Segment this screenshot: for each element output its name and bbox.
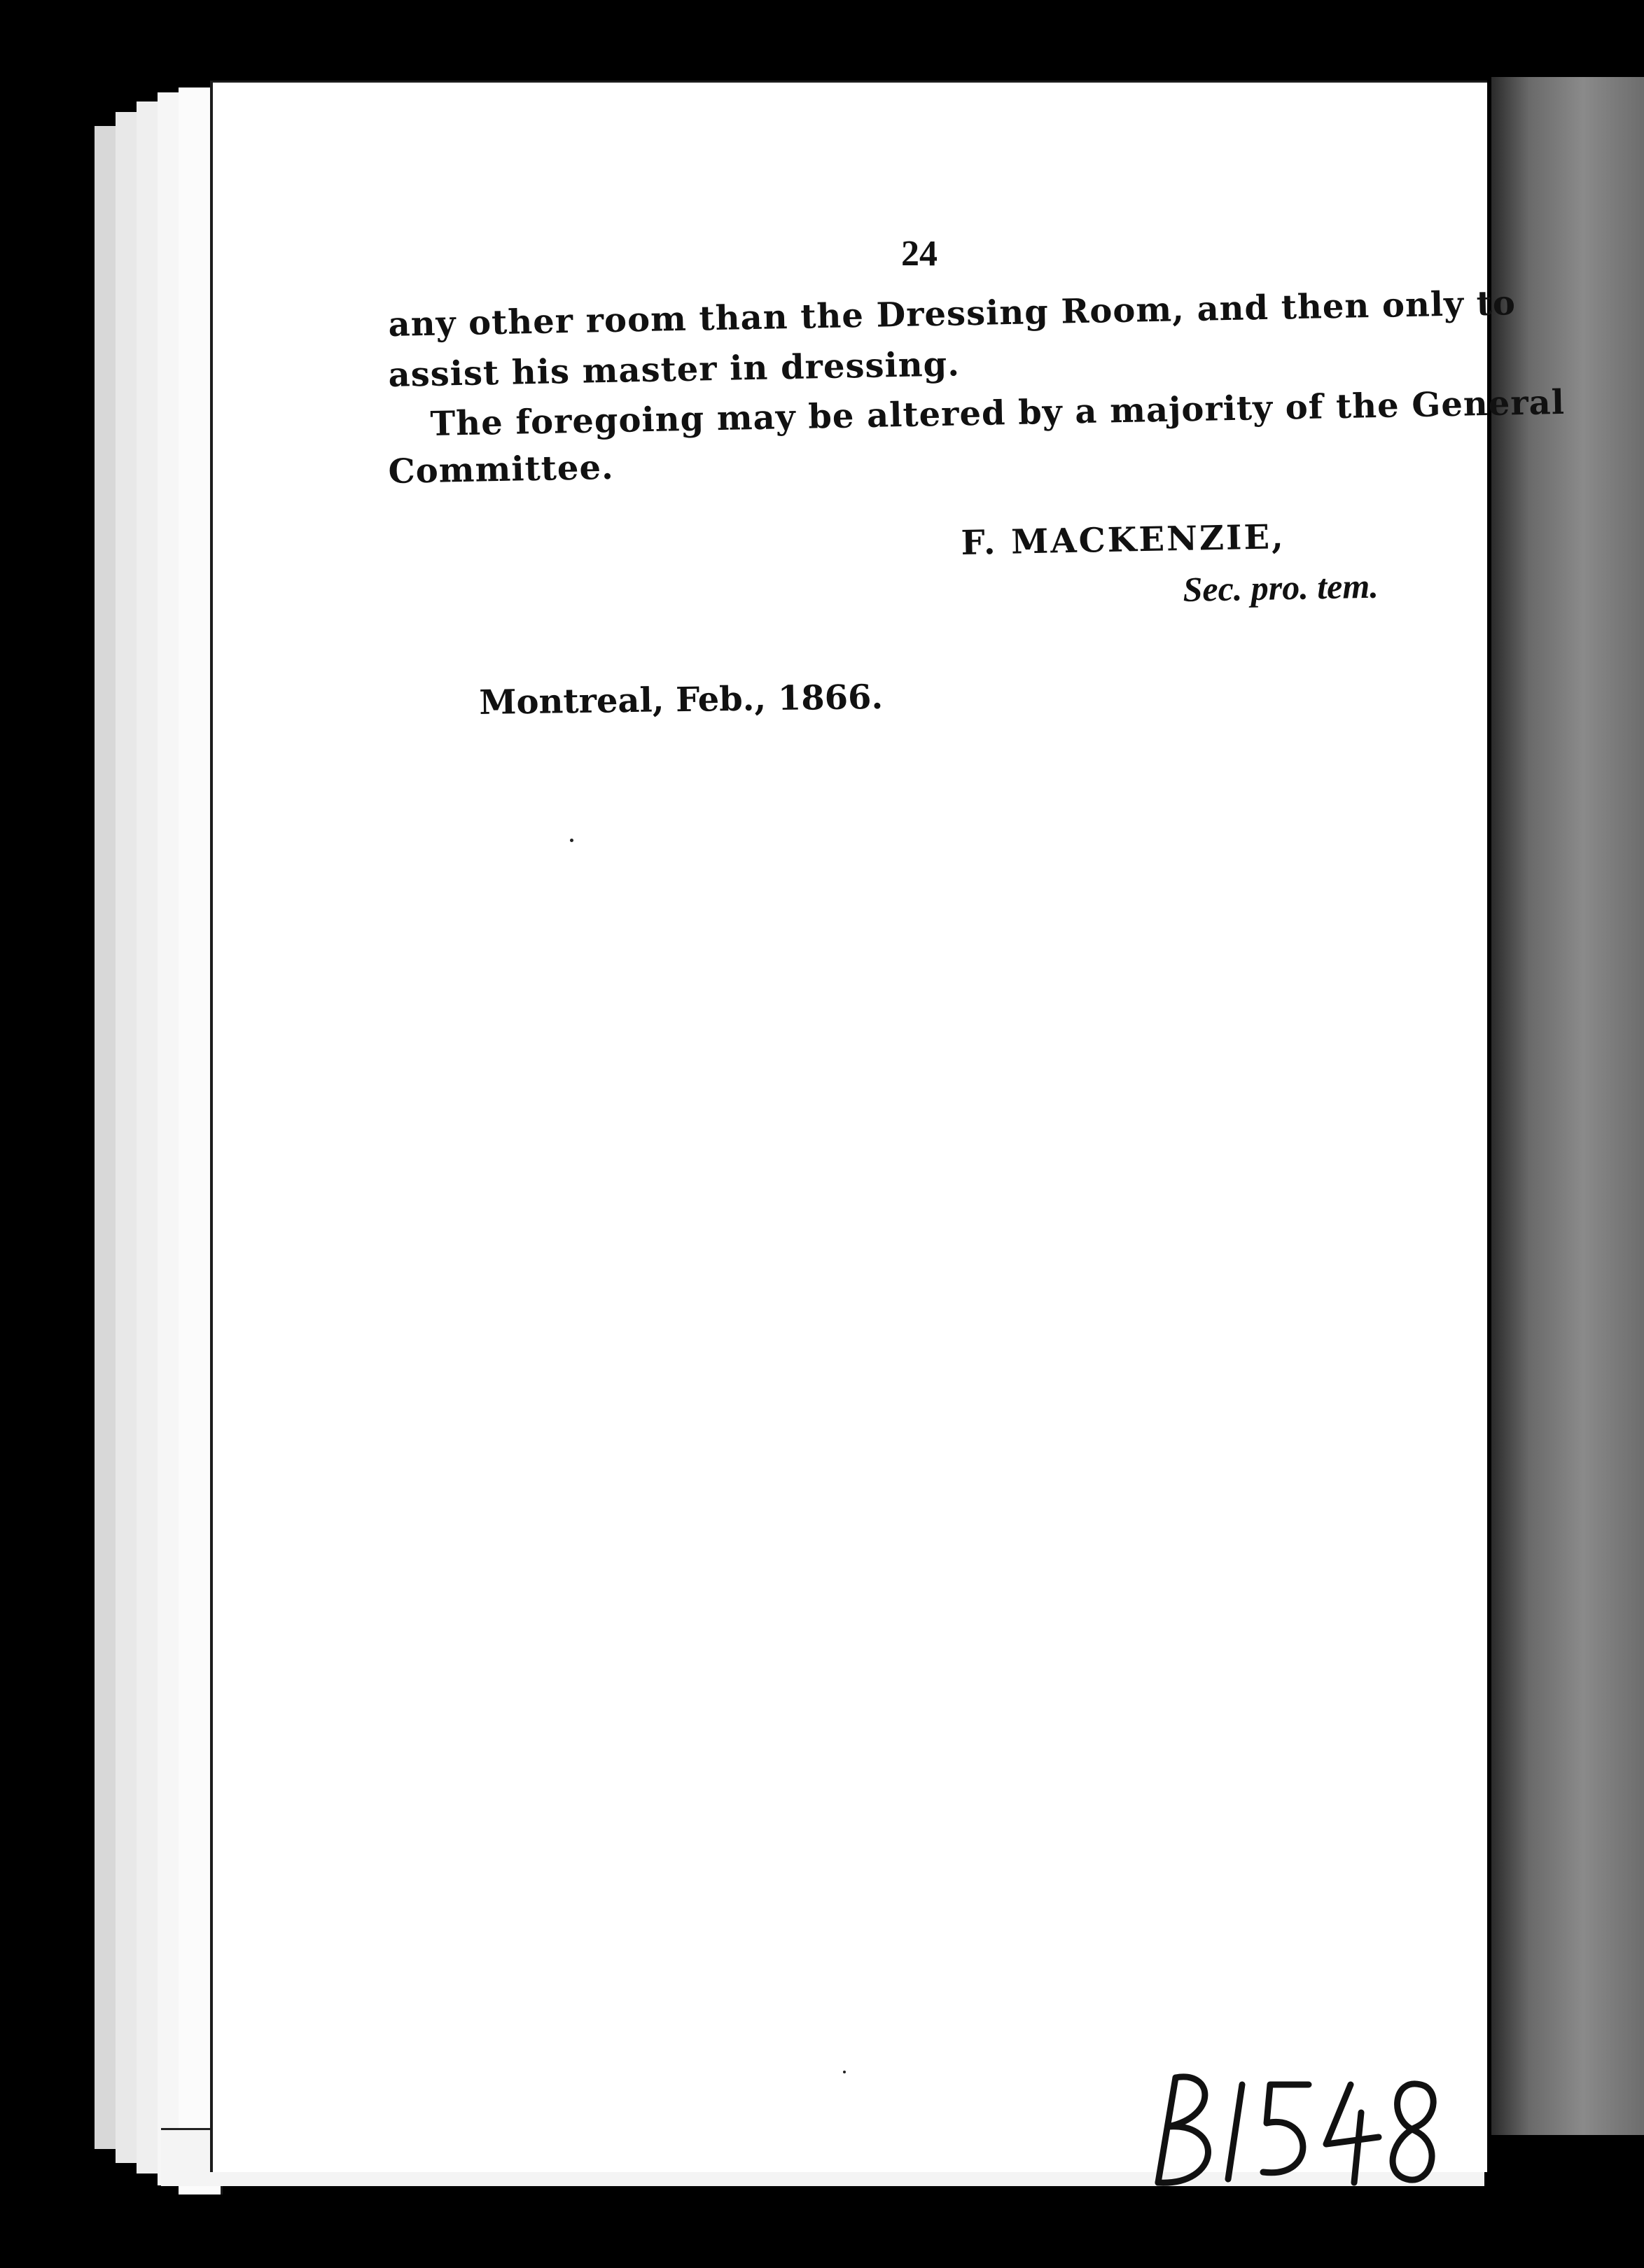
scan-speck [570, 839, 573, 842]
signature-name: F. MACKENZIE, [961, 517, 1286, 563]
page-number: 24 [901, 234, 938, 274]
body-text-line: any other room than the Dressing Room, and then only to [388, 284, 1517, 344]
handwritten-catalog-number [1137, 2057, 1452, 2197]
signature-title: Sec. pro. tem. [1183, 566, 1379, 609]
scan-speck [843, 2071, 846, 2073]
body-text-line: assist his master in dressing. [388, 344, 961, 395]
date-line: Montreal, Feb., 1866. [479, 677, 884, 722]
body-text-line: Committee. [388, 447, 615, 491]
book-page [210, 80, 1566, 2172]
body-text-line: The foregoing may be altered by a majority of the General [430, 382, 1566, 444]
